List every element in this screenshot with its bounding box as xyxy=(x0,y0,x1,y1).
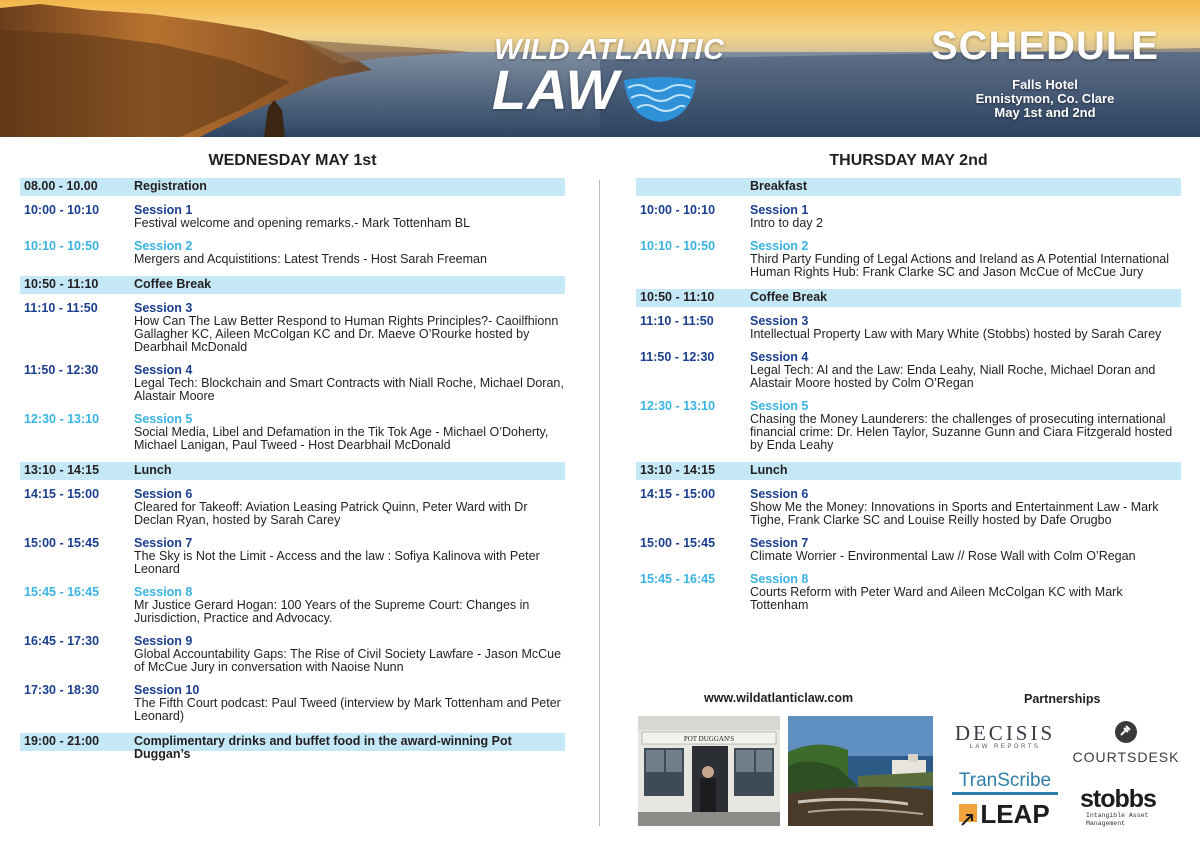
session-description: Courts Reform with Peter Ward and Aileen McColgan KC with Mark Tottenham xyxy=(750,585,1123,612)
schedule-session-row xyxy=(636,488,1181,527)
session-body xyxy=(750,488,1181,527)
schedule-session-row xyxy=(636,400,1181,452)
session-name: Session 10 xyxy=(134,683,200,697)
session-time: 10:10 - 10:50 xyxy=(24,239,100,253)
falls-hotel-photo xyxy=(788,716,933,826)
session-body xyxy=(750,315,1181,341)
session-time: 14:15 - 15:00 xyxy=(24,487,100,501)
break-label: Lunch xyxy=(134,463,172,477)
session-time: 13:10 - 14:15 xyxy=(640,463,716,477)
stobbs-subtitle-line: Intangible Asset xyxy=(1086,812,1149,819)
session-body xyxy=(134,586,565,625)
schedule-session-row xyxy=(20,413,565,452)
schedule-session-row xyxy=(636,240,1181,279)
session-name: Session 1 xyxy=(134,203,193,217)
schedule-session-row xyxy=(20,204,565,230)
session-name: Session 2 xyxy=(750,239,809,253)
schedule-break-row xyxy=(636,289,1181,307)
session-time: 11:10 - 11:50 xyxy=(24,301,98,315)
wednesday-title: WEDNESDAY MAY 1st xyxy=(208,152,377,169)
session-body xyxy=(134,413,565,452)
schedule-session-row xyxy=(636,315,1181,341)
pot-duggans-photo xyxy=(638,716,780,826)
session-body xyxy=(750,204,1181,230)
leap-name: LEAP xyxy=(980,799,1050,829)
schedule-break-row xyxy=(20,733,565,761)
session-description: Legal Tech: Blockchain and Smart Contracts with Niall Roche, Michael Doran, Alastair Moore xyxy=(134,376,564,403)
session-name: Session 6 xyxy=(750,487,809,501)
partnerships-title: Partnerships xyxy=(1024,692,1101,706)
courtsdesk-logo xyxy=(1068,720,1184,765)
wild-atlantic-law-logo xyxy=(488,30,728,125)
courtsdesk-gavel-icon xyxy=(1112,720,1140,744)
schedule-session-row xyxy=(636,204,1181,230)
session-description: Cleared for Takeoff: Aviation Leasing Patrick Quinn, Peter Ward with Dr Declan Ryan, hosted by Sarah Carey xyxy=(134,500,528,527)
break-label: Breakfast xyxy=(750,179,807,193)
thursday-title: THURSDAY MAY 2nd xyxy=(829,152,988,169)
session-name: Session 4 xyxy=(750,350,809,364)
break-label: Coffee Break xyxy=(750,290,828,304)
session-description: Intro to day 2 xyxy=(750,216,823,230)
session-time: 17:30 - 18:30 xyxy=(24,683,100,697)
session-name: Session 8 xyxy=(750,572,809,586)
break-label: Registration xyxy=(134,179,207,193)
session-time: 10:10 - 10:50 xyxy=(640,239,716,253)
session-description: Festival welcome and opening remarks.- Mark Tottenham BL xyxy=(134,216,471,230)
break-label: Complimentary drinks and buffet food in the award-winning Pot Duggan’s xyxy=(134,734,512,761)
session-time: 10:00 - 10:10 xyxy=(640,203,716,217)
session-time: 15:00 - 15:45 xyxy=(640,536,716,550)
session-time: 10:00 - 10:10 xyxy=(24,203,100,217)
decisis-subtitle: LAW REPORTS xyxy=(969,744,1041,750)
venue-line: May 1st and 2nd xyxy=(994,105,1096,120)
session-name: Session 7 xyxy=(750,536,809,550)
session-time: 11:10 - 11:50 xyxy=(640,314,714,328)
session-description: Global Accountability Gaps: The Rise of Civil Society Lawfare - Jason McCue of McCue Jury in conversation with Naoise Nunn xyxy=(134,647,562,674)
wednesday-schedule xyxy=(20,178,565,759)
session-time: 12:30 - 13:10 xyxy=(24,412,100,426)
schedule-session-row xyxy=(636,537,1181,563)
schedule-session-row xyxy=(20,684,565,723)
schedule-break-row xyxy=(20,178,565,196)
session-time: 10:50 - 11:10 xyxy=(24,277,99,291)
session-time: 16:45 - 17:30 xyxy=(24,634,100,648)
schedule-break-row xyxy=(636,178,1181,196)
session-name: Session 8 xyxy=(134,585,193,599)
session-time: 19:00 - 21:00 xyxy=(24,734,100,748)
session-description: Intellectual Property Law with Mary White (Stobbs) hosted by Sarah Carey xyxy=(750,327,1162,341)
session-body xyxy=(134,635,565,674)
schedule-session-row xyxy=(20,364,565,403)
logo-main-text: LAW xyxy=(492,58,620,121)
session-name: Session 1 xyxy=(750,203,809,217)
session-time: 13:10 - 14:15 xyxy=(24,463,100,477)
stobbs-subtitle-line: Management xyxy=(1086,820,1126,827)
schedule-session-row xyxy=(20,240,565,266)
schedule-session-row xyxy=(20,635,565,674)
session-time: 11:50 - 12:30 xyxy=(24,363,99,377)
schedule-session-row xyxy=(20,586,565,625)
schedule-session-row xyxy=(636,573,1181,612)
session-time: 14:15 - 15:00 xyxy=(640,487,716,501)
thursday-schedule xyxy=(636,178,1181,622)
session-description: Mergers and Acquistitions: Latest Trends - Host Sarah Freeman xyxy=(134,252,487,266)
session-body xyxy=(750,537,1181,563)
stobbs-logo xyxy=(1080,786,1176,828)
session-body xyxy=(134,537,565,576)
session-time: 15:00 - 15:45 xyxy=(24,536,100,550)
session-time: 08.00 - 10.00 xyxy=(24,179,98,193)
session-body xyxy=(134,364,565,403)
schedule-session-row xyxy=(636,351,1181,390)
session-body xyxy=(134,684,565,723)
schedule-break-row xyxy=(636,462,1181,480)
session-body xyxy=(134,240,565,266)
session-body xyxy=(134,488,565,527)
session-description: Social Media, Libel and Defamation in the Tik Tok Age - Michael O’Doherty, Michael Lanigan, Paul Tweed - Host Dearbhail McDonald xyxy=(134,425,549,452)
stobbs-name: stobbs xyxy=(1080,785,1156,813)
leap-logo xyxy=(957,799,1052,829)
transcribe-logo: TranScribe xyxy=(952,770,1058,795)
website-link[interactable]: www.wildatlanticlaw.com xyxy=(704,691,854,705)
session-name: Session 7 xyxy=(134,536,193,550)
session-description: Climate Worrier - Environmental Law // Rose Wall with Colm O’Regan xyxy=(750,549,1136,563)
session-body xyxy=(750,240,1181,279)
session-description: The Sky is Not the Limit - Access and the law : Sofiya Kalinova with Peter Leonard xyxy=(134,549,540,576)
session-body xyxy=(750,400,1181,452)
session-description: Chasing the Money Launderers: the challenges of prosecuting international financial crime: Dr. Helen Taylor, Suzanne Gunn and Ciara Fitzgerald hosted by Enda Leahy xyxy=(750,412,1173,452)
session-body xyxy=(134,204,565,230)
schedule-break-row xyxy=(20,276,565,294)
session-name: Session 6 xyxy=(134,487,193,501)
session-description: Show Me the Money: Innovations in Sports and Entertainment Law - Mark Tighe, Frank Clarke SC and Louise Reilly hosted by Dafe Orugbo xyxy=(750,500,1159,527)
session-time: 11:50 - 12:30 xyxy=(640,350,715,364)
wave-bowl-icon xyxy=(622,74,698,124)
session-description: Third Party Funding of Legal Actions and Ireland as A Potential International Human Rights Hub: Frank Clarke SC and Jason McCue of McCue Jury xyxy=(750,252,1170,279)
session-time: 10:50 - 11:10 xyxy=(640,290,715,304)
session-name: Session 4 xyxy=(134,363,193,377)
session-description: How Can The Law Better Respond to Human Rights Principles?- Caoilfhionn Gallagher KC, Aileen McColgan KC and Dr. Maeve O’Rourke hosted by Dearbhail McDonald xyxy=(134,314,559,354)
session-description: The Fifth Court podcast: Paul Tweed (interview by Mark Tottenham and Peter Leonard) xyxy=(134,696,561,723)
courtsdesk-name: COURTSDESK xyxy=(1072,749,1180,765)
venue-info xyxy=(940,78,1150,120)
session-body xyxy=(134,302,565,354)
session-description: Legal Tech: AI and the Law: Enda Leahy, Niall Roche, Michael Doran and Alastair Moore hosted by Colm O’Regan xyxy=(750,363,1156,390)
column-divider xyxy=(599,180,600,826)
session-name: Session 3 xyxy=(750,314,809,328)
schedule-session-row xyxy=(20,302,565,354)
schedule-title: SCHEDULE xyxy=(930,24,1160,68)
session-name: Session 2 xyxy=(134,239,193,253)
session-description: Mr Justice Gerard Hogan: 100 Years of the Supreme Court: Changes in Jurisdiction, Practice and Advocacy. xyxy=(134,598,530,625)
decisis-name: DECISIS xyxy=(954,721,1056,745)
session-time: 15:45 - 16:45 xyxy=(640,572,716,586)
venue-line: Ennistymon, Co. Clare xyxy=(975,91,1115,106)
leap-arrow-icon xyxy=(959,804,977,822)
schedule-break-row xyxy=(20,462,565,480)
session-name: Session 5 xyxy=(750,399,809,413)
logo-top-text: WILD ATLANTIC xyxy=(494,34,725,66)
break-label: Coffee Break xyxy=(134,277,212,291)
session-name: Session 3 xyxy=(134,301,193,315)
schedule-session-row xyxy=(20,537,565,576)
session-body xyxy=(750,573,1181,612)
header-banner xyxy=(0,0,1200,137)
session-name: Session 5 xyxy=(134,412,193,426)
session-name: Session 9 xyxy=(134,634,193,648)
session-time: 12:30 - 13:10 xyxy=(640,399,716,413)
shop-sign-text: POT DUGGAN'S xyxy=(683,735,735,743)
session-time: 15:45 - 16:45 xyxy=(24,585,100,599)
schedule-session-row xyxy=(20,488,565,527)
decisis-logo xyxy=(950,722,1060,750)
break-label: Lunch xyxy=(750,463,788,477)
venue-line: Falls Hotel xyxy=(1012,77,1078,92)
session-body xyxy=(750,351,1181,390)
